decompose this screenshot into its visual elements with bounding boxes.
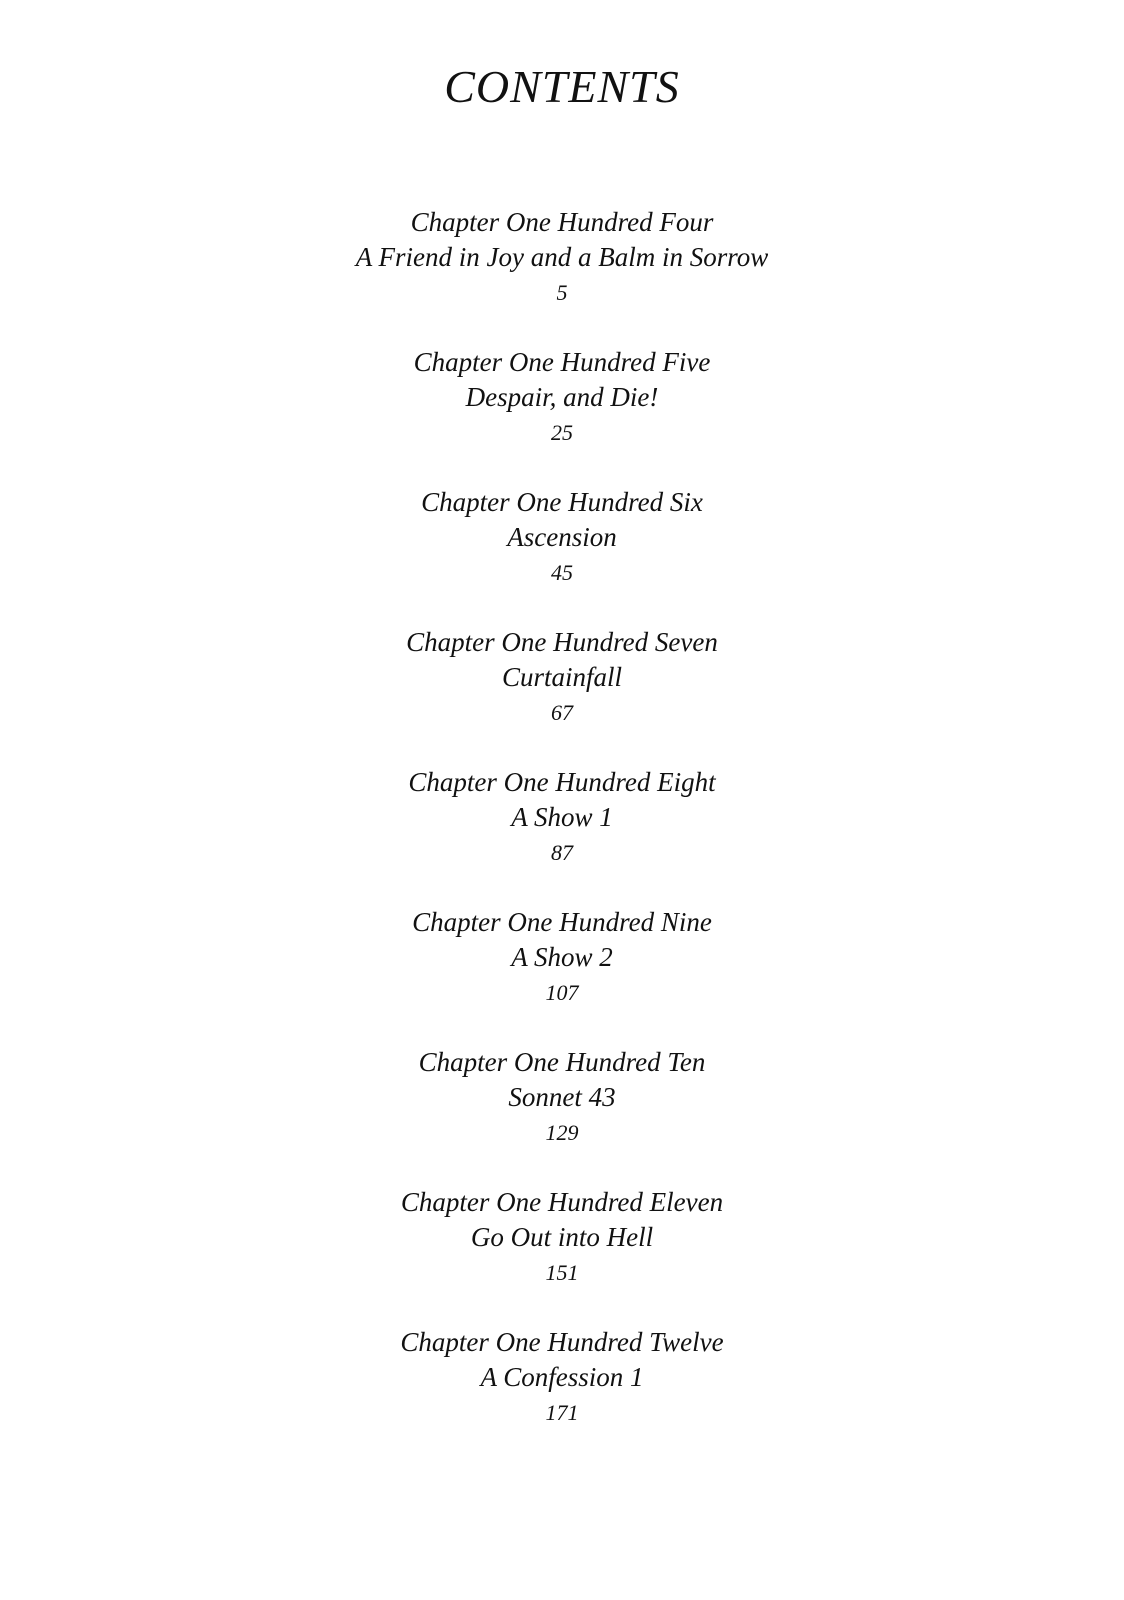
toc-entry (0, 765, 1124, 905)
chapter-title: Sonnet 43 (508, 1082, 616, 1112)
chapter-label: Chapter One Hundred Twelve (400, 1327, 724, 1357)
page-number: 67 (551, 700, 573, 725)
toc-entry (0, 345, 1124, 485)
chapter-title: A Show 1 (511, 802, 613, 832)
chapter-label: Chapter One Hundred Nine (412, 907, 712, 937)
page-number: 5 (556, 280, 568, 305)
page-number: 87 (551, 840, 573, 865)
toc-entry (0, 905, 1124, 1045)
chapter-label: Chapter One Hundred Eleven (400, 1187, 724, 1217)
page-title: CONTENTS (444, 61, 680, 112)
toc-entry (0, 625, 1124, 765)
table-of-contents (0, 205, 1124, 1465)
page-number: 25 (551, 420, 573, 445)
chapter-label: Chapter One Hundred Five (413, 347, 711, 377)
chapter-label: Chapter One Hundred Seven (406, 627, 718, 657)
page-number: 45 (551, 560, 573, 585)
page-number: 129 (545, 1120, 579, 1145)
chapter-title: Ascension (507, 522, 617, 552)
chapter-title: A Confession 1 (480, 1362, 644, 1392)
toc-entry (0, 1045, 1124, 1185)
chapter-label: Chapter One Hundred Four (410, 207, 714, 237)
toc-entry (0, 205, 1124, 345)
chapter-title: Curtainfall (501, 662, 623, 692)
toc-entry (0, 485, 1124, 625)
chapter-title: Go Out into Hell (470, 1222, 654, 1252)
chapter-title: A Friend in Joy and a Balm in Sorrow (355, 242, 769, 272)
chapter-title: A Show 2 (511, 942, 613, 972)
toc-entry (0, 1325, 1124, 1465)
page-number: 171 (545, 1400, 579, 1425)
chapter-label: Chapter One Hundred Six (421, 487, 703, 517)
chapter-label: Chapter One Hundred Eight (408, 767, 716, 797)
toc-entry (0, 1185, 1124, 1325)
page-number: 151 (545, 1260, 579, 1285)
chapter-label: Chapter One Hundred Ten (418, 1047, 706, 1077)
chapter-title: Despair, and Die! (465, 382, 659, 412)
page-number: 107 (545, 980, 579, 1005)
